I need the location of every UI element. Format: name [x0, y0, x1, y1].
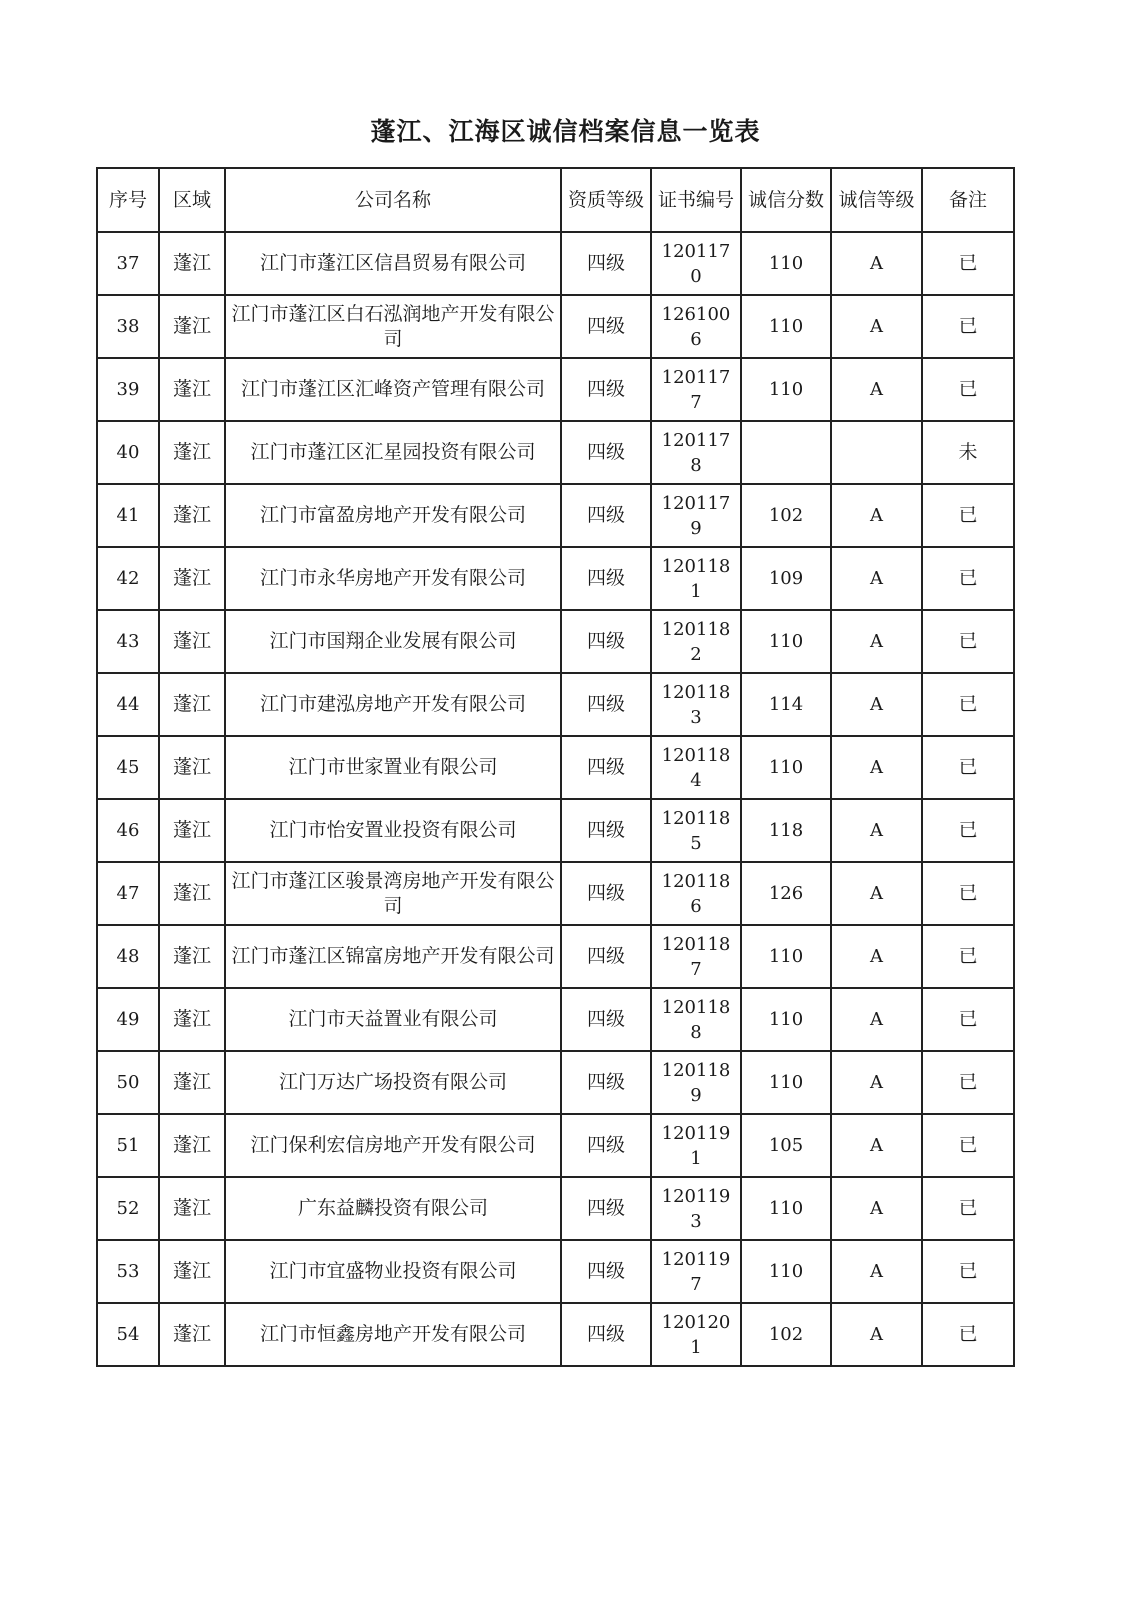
cell-note: 已 — [922, 547, 1014, 610]
cell-cert: 1201185 — [651, 799, 741, 862]
cell-cert: 1201184 — [651, 736, 741, 799]
cell-qualification: 四级 — [561, 232, 651, 295]
cell-grade: A — [831, 358, 922, 421]
cell-region: 蓬江 — [159, 673, 225, 736]
cell-grade: A — [831, 925, 922, 988]
column-header-score: 诚信分数 — [741, 168, 831, 232]
cell-qualification: 四级 — [561, 1114, 651, 1177]
table-row — [97, 547, 1014, 610]
cell-score: 105 — [741, 1114, 831, 1177]
cell-cert: 1201182 — [651, 610, 741, 673]
cell-region: 蓬江 — [159, 736, 225, 799]
cell-qualification: 四级 — [561, 988, 651, 1051]
cell-qualification: 四级 — [561, 295, 651, 358]
cell-score: 110 — [741, 295, 831, 358]
cell-qualification: 四级 — [561, 799, 651, 862]
column-header-company: 公司名称 — [225, 168, 561, 232]
cell-qualification: 四级 — [561, 484, 651, 547]
cell-cert: 1201181 — [651, 547, 741, 610]
cell-no: 47 — [97, 862, 159, 925]
table-row — [97, 862, 1014, 925]
cell-note: 已 — [922, 925, 1014, 988]
cell-note: 已 — [922, 232, 1014, 295]
cell-no: 45 — [97, 736, 159, 799]
cell-region: 蓬江 — [159, 232, 225, 295]
cell-company: 江门市蓬江区汇峰资产管理有限公司 — [225, 358, 561, 421]
table-row — [97, 1240, 1014, 1303]
cell-grade: A — [831, 547, 922, 610]
cell-score: 110 — [741, 1240, 831, 1303]
cell-cert: 1201186 — [651, 862, 741, 925]
cell-company: 江门市国翔企业发展有限公司 — [225, 610, 561, 673]
cell-qualification: 四级 — [561, 673, 651, 736]
cell-cert: 1201201 — [651, 1303, 741, 1366]
column-header-qualification: 资质等级 — [561, 168, 651, 232]
cell-score: 110 — [741, 232, 831, 295]
table-row — [97, 736, 1014, 799]
cell-region: 蓬江 — [159, 988, 225, 1051]
cell-cert: 1201197 — [651, 1240, 741, 1303]
cell-grade: A — [831, 232, 922, 295]
cell-note: 已 — [922, 862, 1014, 925]
cell-grade: A — [831, 799, 922, 862]
cell-company: 江门市建泓房地产开发有限公司 — [225, 673, 561, 736]
cell-note: 已 — [922, 673, 1014, 736]
cell-region: 蓬江 — [159, 484, 225, 547]
cell-grade: A — [831, 1240, 922, 1303]
cell-note: 已 — [922, 1177, 1014, 1240]
cell-no: 41 — [97, 484, 159, 547]
cell-score: 118 — [741, 799, 831, 862]
table-row — [97, 673, 1014, 736]
cell-note: 已 — [922, 1303, 1014, 1366]
cell-score: 110 — [741, 610, 831, 673]
cell-company: 江门市蓬江区汇星园投资有限公司 — [225, 421, 561, 484]
table-row — [97, 484, 1014, 547]
cell-company: 江门市蓬江区锦富房地产开发有限公司 — [225, 925, 561, 988]
cell-cert: 1201177 — [651, 358, 741, 421]
table-header-row — [97, 168, 1014, 232]
column-header-no: 序号 — [97, 168, 159, 232]
cell-region: 蓬江 — [159, 799, 225, 862]
cell-grade: A — [831, 610, 922, 673]
cell-no: 46 — [97, 799, 159, 862]
cell-region: 蓬江 — [159, 862, 225, 925]
cell-grade: A — [831, 484, 922, 547]
cell-grade: A — [831, 988, 922, 1051]
cell-no: 48 — [97, 925, 159, 988]
table-row — [97, 1303, 1014, 1366]
cell-no: 49 — [97, 988, 159, 1051]
cell-cert: 1201193 — [651, 1177, 741, 1240]
cell-grade: A — [831, 736, 922, 799]
cell-score — [741, 421, 831, 484]
cell-note: 已 — [922, 988, 1014, 1051]
cell-score: 102 — [741, 1303, 831, 1366]
table-row — [97, 1177, 1014, 1240]
cell-region: 蓬江 — [159, 925, 225, 988]
cell-note: 已 — [922, 1114, 1014, 1177]
cell-qualification: 四级 — [561, 1177, 651, 1240]
table-row — [97, 799, 1014, 862]
cell-no: 42 — [97, 547, 159, 610]
cell-cert: 1201191 — [651, 1114, 741, 1177]
cell-region: 蓬江 — [159, 1114, 225, 1177]
cell-qualification: 四级 — [561, 358, 651, 421]
cell-cert: 1201183 — [651, 673, 741, 736]
cell-qualification: 四级 — [561, 736, 651, 799]
cell-cert: 1201178 — [651, 421, 741, 484]
table-row — [97, 358, 1014, 421]
cell-score: 110 — [741, 358, 831, 421]
cell-cert: 1201187 — [651, 925, 741, 988]
cell-region: 蓬江 — [159, 1240, 225, 1303]
cell-no: 39 — [97, 358, 159, 421]
cell-note: 已 — [922, 295, 1014, 358]
cell-score: 110 — [741, 736, 831, 799]
table-row — [97, 1051, 1014, 1114]
cell-no: 54 — [97, 1303, 159, 1366]
table-row — [97, 232, 1014, 295]
cell-score: 114 — [741, 673, 831, 736]
table-row — [97, 610, 1014, 673]
cell-note: 已 — [922, 736, 1014, 799]
column-header-region: 区域 — [159, 168, 225, 232]
table-row — [97, 421, 1014, 484]
cell-no: 37 — [97, 232, 159, 295]
cell-region: 蓬江 — [159, 1177, 225, 1240]
cell-qualification: 四级 — [561, 421, 651, 484]
cell-company: 江门市怡安置业投资有限公司 — [225, 799, 561, 862]
cell-grade: A — [831, 1114, 922, 1177]
cell-region: 蓬江 — [159, 421, 225, 484]
cell-company: 江门市恒鑫房地产开发有限公司 — [225, 1303, 561, 1366]
cell-qualification: 四级 — [561, 610, 651, 673]
cell-note: 已 — [922, 799, 1014, 862]
cell-note: 已 — [922, 610, 1014, 673]
cell-grade: A — [831, 673, 922, 736]
table-row — [97, 925, 1014, 988]
cell-score: 109 — [741, 547, 831, 610]
cell-company: 江门市世家置业有限公司 — [225, 736, 561, 799]
table-row — [97, 295, 1014, 358]
cell-score: 110 — [741, 925, 831, 988]
cell-note: 已 — [922, 1240, 1014, 1303]
cell-no: 43 — [97, 610, 159, 673]
cell-company: 江门市天益置业有限公司 — [225, 988, 561, 1051]
cell-company: 江门市蓬江区信昌贸易有限公司 — [225, 232, 561, 295]
cell-company: 江门市蓬江区白石泓润地产开发有限公司 — [225, 295, 561, 358]
cell-note: 已 — [922, 358, 1014, 421]
cell-company: 江门市永华房地产开发有限公司 — [225, 547, 561, 610]
cell-no: 52 — [97, 1177, 159, 1240]
column-header-note: 备注 — [922, 168, 1014, 232]
cell-company: 江门万达广场投资有限公司 — [225, 1051, 561, 1114]
cell-region: 蓬江 — [159, 1051, 225, 1114]
table-row — [97, 1114, 1014, 1177]
cell-qualification: 四级 — [561, 1303, 651, 1366]
cell-no: 50 — [97, 1051, 159, 1114]
cell-grade: A — [831, 1051, 922, 1114]
cell-grade: A — [831, 295, 922, 358]
cell-cert: 1201188 — [651, 988, 741, 1051]
credit-records-table — [96, 167, 1015, 1367]
cell-company: 江门市富盈房地产开发有限公司 — [225, 484, 561, 547]
cell-region: 蓬江 — [159, 610, 225, 673]
table-body — [97, 232, 1014, 1366]
cell-no: 44 — [97, 673, 159, 736]
cell-cert: 1201189 — [651, 1051, 741, 1114]
cell-region: 蓬江 — [159, 547, 225, 610]
cell-qualification: 四级 — [561, 862, 651, 925]
cell-score: 110 — [741, 988, 831, 1051]
cell-grade — [831, 421, 922, 484]
cell-no: 38 — [97, 295, 159, 358]
cell-cert: 1201179 — [651, 484, 741, 547]
cell-note: 已 — [922, 1051, 1014, 1114]
cell-qualification: 四级 — [561, 925, 651, 988]
cell-region: 蓬江 — [159, 358, 225, 421]
cell-no: 53 — [97, 1240, 159, 1303]
cell-no: 51 — [97, 1114, 159, 1177]
cell-qualification: 四级 — [561, 547, 651, 610]
cell-score: 102 — [741, 484, 831, 547]
cell-grade: A — [831, 862, 922, 925]
cell-score: 110 — [741, 1177, 831, 1240]
cell-region: 蓬江 — [159, 295, 225, 358]
cell-company: 江门保利宏信房地产开发有限公司 — [225, 1114, 561, 1177]
cell-company: 广东益麟投资有限公司 — [225, 1177, 561, 1240]
page-title: 蓬江、江海区诚信档案信息一览表 — [370, 117, 761, 146]
cell-region: 蓬江 — [159, 1303, 225, 1366]
cell-company: 江门市蓬江区骏景湾房地产开发有限公司 — [225, 862, 561, 925]
cell-company: 江门市宜盛物业投资有限公司 — [225, 1240, 561, 1303]
cell-note: 已 — [922, 484, 1014, 547]
cell-grade: A — [831, 1177, 922, 1240]
cell-note: 未 — [922, 421, 1014, 484]
cell-cert: 1261006 — [651, 295, 741, 358]
cell-score: 110 — [741, 1051, 831, 1114]
cell-qualification: 四级 — [561, 1240, 651, 1303]
table-row — [97, 988, 1014, 1051]
cell-grade: A — [831, 1303, 922, 1366]
column-header-cert: 证书编号 — [651, 168, 741, 232]
cell-qualification: 四级 — [561, 1051, 651, 1114]
column-header-grade: 诚信等级 — [831, 168, 922, 232]
cell-cert: 1201170 — [651, 232, 741, 295]
cell-no: 40 — [97, 421, 159, 484]
cell-score: 126 — [741, 862, 831, 925]
